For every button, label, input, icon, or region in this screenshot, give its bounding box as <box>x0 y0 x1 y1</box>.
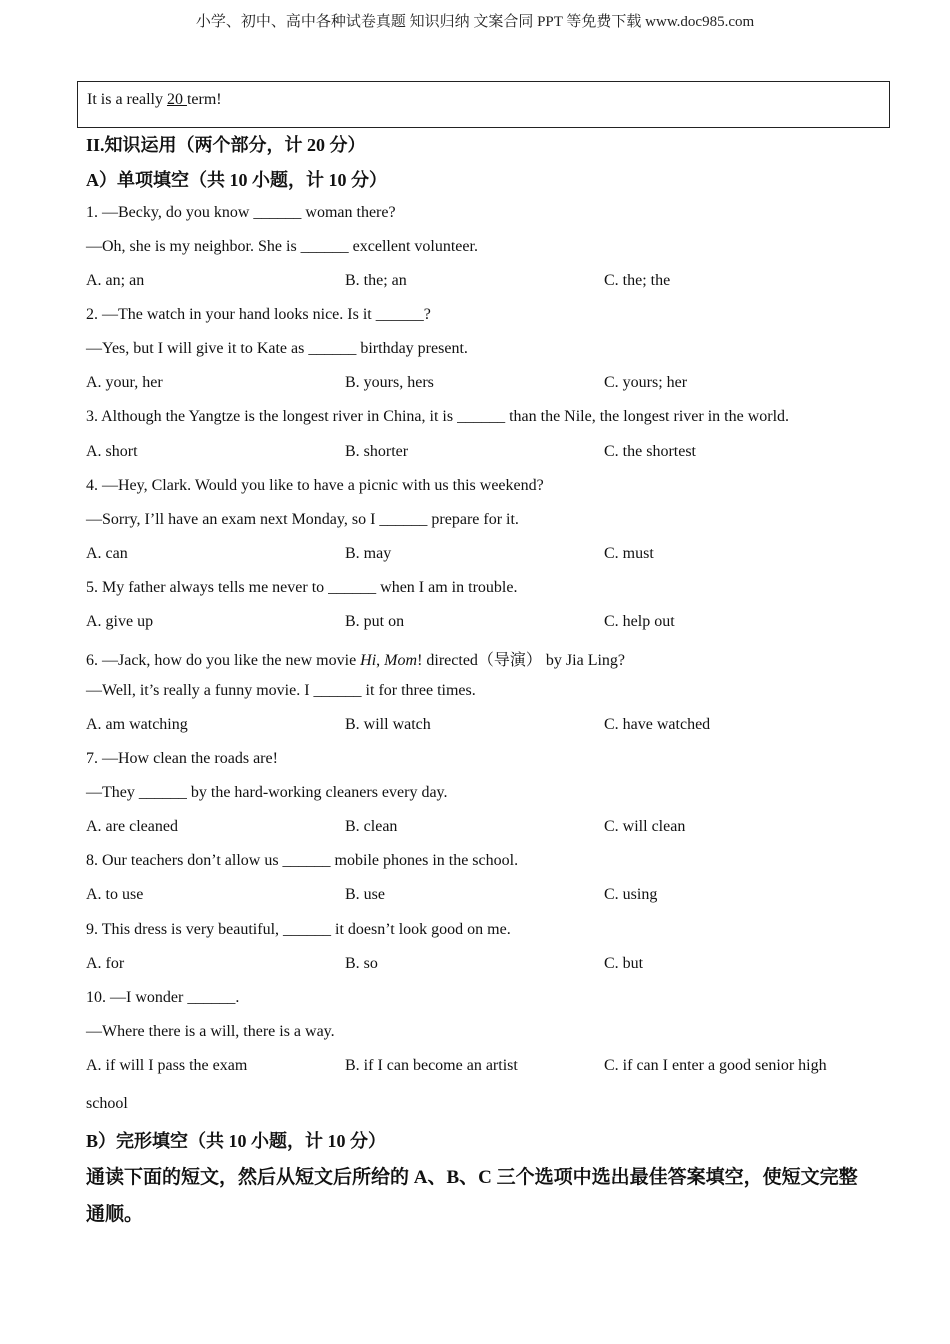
option-c: C. have watched <box>604 716 711 733</box>
option-b: B. if I can become an artist <box>345 1057 518 1074</box>
question-10-reply: —Where there is a will, there is a way. <box>86 1023 335 1040</box>
option-c: C. but <box>604 955 644 972</box>
passage-line <box>87 91 222 109</box>
option-c-wrap: school <box>86 1095 128 1112</box>
part-b-instructions: 通读下面的短文，然后从短文后所给的 A、B、C 三个选项中选出最佳答案填空，使短文完整 <box>86 1167 858 1188</box>
question-2: 2. —The watch in your hand looks nice. Is it ______? <box>86 306 431 323</box>
option-a: A. are cleaned <box>86 818 178 835</box>
option-c: C. help out <box>604 613 675 630</box>
answer-blank: 20 <box>166 91 187 108</box>
question-8: 8. Our teachers don’t allow us ______ mobile phones in the school. <box>86 852 519 869</box>
movie-title-hi: Hi <box>360 652 377 669</box>
option-c: C. using <box>604 886 658 903</box>
question-3: 3. Although the Yangtze is the longest river in China, it is ______ than the Nile, the longest river in the world. <box>86 408 790 425</box>
option-b: B. so <box>345 955 378 972</box>
option-c: C. yours; her <box>604 374 688 391</box>
option-c: C. the; the <box>604 272 671 289</box>
question-6-text-end: ! directed（导演） by Jia Ling? <box>417 652 626 669</box>
option-a: A. if will I pass the exam <box>86 1057 248 1074</box>
option-b: B. the; an <box>345 272 407 289</box>
option-a: A. to use <box>86 886 144 903</box>
question-4: 4. —Hey, Clark. Would you like to have a picnic with us this weekend? <box>86 477 544 494</box>
option-b: B. use <box>345 886 385 903</box>
page-header: 小学、初中、高中各种试卷真题 知识归纳 文案合同 PPT 等免费下载 www.doc985.com <box>195 14 755 30</box>
question-6 <box>86 647 625 670</box>
question-5: 5. My father always tells me never to ______ when I am in trouble. <box>86 579 518 596</box>
section-title: II.知识运用（两个部分，计 20 分） <box>86 135 366 155</box>
movie-title-mom: Mom <box>384 652 418 669</box>
question-4-reply: —Sorry, I’ll have an exam next Monday, so I ______ prepare for it. <box>86 511 519 528</box>
option-c: C. the shortest <box>604 443 696 460</box>
question-2-reply: —Yes, but I will give it to Kate as ______ birthday present. <box>86 340 468 357</box>
question-6-text: 6. —Jack, how do you like the new movie <box>86 652 361 669</box>
question-6-reply: —Well, it’s really a funny movie. I ______ it for three times. <box>86 682 476 699</box>
option-a: A. give up <box>86 613 154 630</box>
part-b-title: B）完形填空（共 10 小题，计 10 分） <box>86 1131 387 1151</box>
option-c: C. must <box>604 545 654 562</box>
option-b: B. may <box>345 545 392 562</box>
option-b: B. will watch <box>345 716 431 733</box>
passage-text-end: term! <box>186 91 222 108</box>
question-7: 7. —How clean the roads are! <box>86 750 278 767</box>
part-b-instructions-cont: 通顺。 <box>86 1204 144 1225</box>
question-10: 10. —I wonder ______. <box>86 989 240 1006</box>
option-a: A. for <box>86 955 125 972</box>
option-a: A. am watching <box>86 716 188 733</box>
question-7-reply: —They ______ by the hard-working cleaners every day. <box>86 784 448 801</box>
question-6-comma: , <box>376 652 385 669</box>
option-c: C. will clean <box>604 818 686 835</box>
question-1: 1. —Becky, do you know ______ woman there? <box>86 204 396 221</box>
question-1-reply: —Oh, she is my neighbor. She is ______ excellent volunteer. <box>86 238 478 255</box>
option-b: B. put on <box>345 613 405 630</box>
option-c: C. if can I enter a good senior high <box>604 1057 827 1074</box>
question-9: 9. This dress is very beautiful, ______ it doesn’t look good on me. <box>86 921 511 938</box>
passage-text: It is a really <box>87 91 167 108</box>
option-a: A. an; an <box>86 272 145 289</box>
part-a-title: A）单项填空（共 10 小题，计 10 分） <box>86 170 387 190</box>
passage-box <box>77 81 890 128</box>
option-b: B. clean <box>345 818 398 835</box>
option-a: A. can <box>86 545 128 562</box>
option-a: A. short <box>86 443 138 460</box>
option-b: B. shorter <box>345 443 409 460</box>
option-a: A. your, her <box>86 374 163 391</box>
option-b: B. yours, hers <box>345 374 434 391</box>
